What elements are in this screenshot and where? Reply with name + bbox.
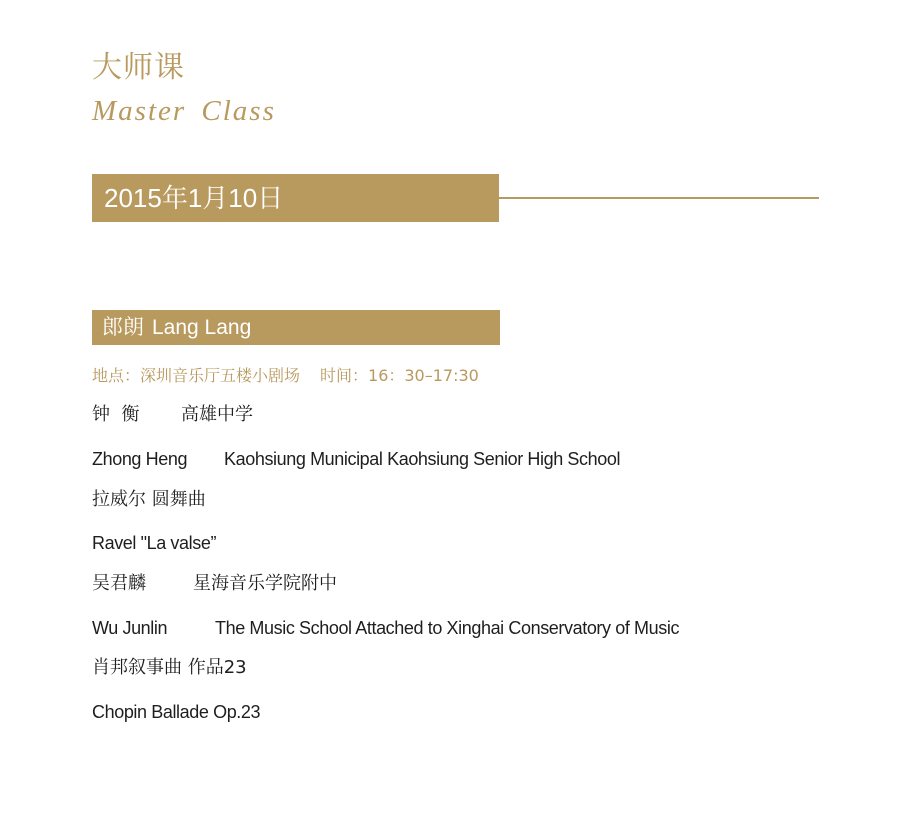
student-name-school-en: [92, 615, 680, 641]
student-name-zh: 吴君麟: [92, 573, 146, 594]
student-school-en: The Music School Attached to Xinghai Conservatory of Music: [215, 618, 680, 638]
page-title-zh: 大师课: [92, 50, 185, 85]
page-title-en: Master Class: [92, 95, 276, 127]
student-school-zh: 星海音乐学院附中: [193, 573, 337, 594]
student-school-zh: 高雄中学: [181, 404, 253, 425]
student-name-zh: 钟 衡: [92, 404, 140, 425]
student-piece-zh: 拉威尔 圆舞曲: [92, 489, 206, 510]
student-name-school-en: [92, 446, 621, 472]
student-piece-zh: 肖邦叙事曲 作品23: [92, 657, 247, 678]
student-piece-en: Ravel "La valse”: [92, 533, 217, 553]
teacher-name-zh: 郎朗: [102, 315, 144, 339]
student-name-en: Wu Junlin: [92, 618, 168, 638]
student-name-school-zh: [92, 571, 337, 597]
student-school-en: Kaohsiung Municipal Kaohsiung Senior High School: [224, 449, 621, 469]
teacher-name-en: Lang Lang: [152, 316, 252, 339]
teacher-name: [102, 310, 251, 345]
time-text: 时间：16：30–17:30: [320, 366, 479, 385]
student-name-en: Zhong Heng: [92, 449, 188, 469]
student-name-school-zh: [92, 402, 253, 428]
location-text: 地点：深圳音乐厅五楼小剧场: [92, 366, 301, 385]
student-piece-en: Chopin Ballade Op.23: [92, 702, 261, 722]
session-info: [92, 364, 479, 388]
date-label: 2015年1月10日: [104, 183, 284, 213]
date-divider-line: [499, 197, 819, 199]
